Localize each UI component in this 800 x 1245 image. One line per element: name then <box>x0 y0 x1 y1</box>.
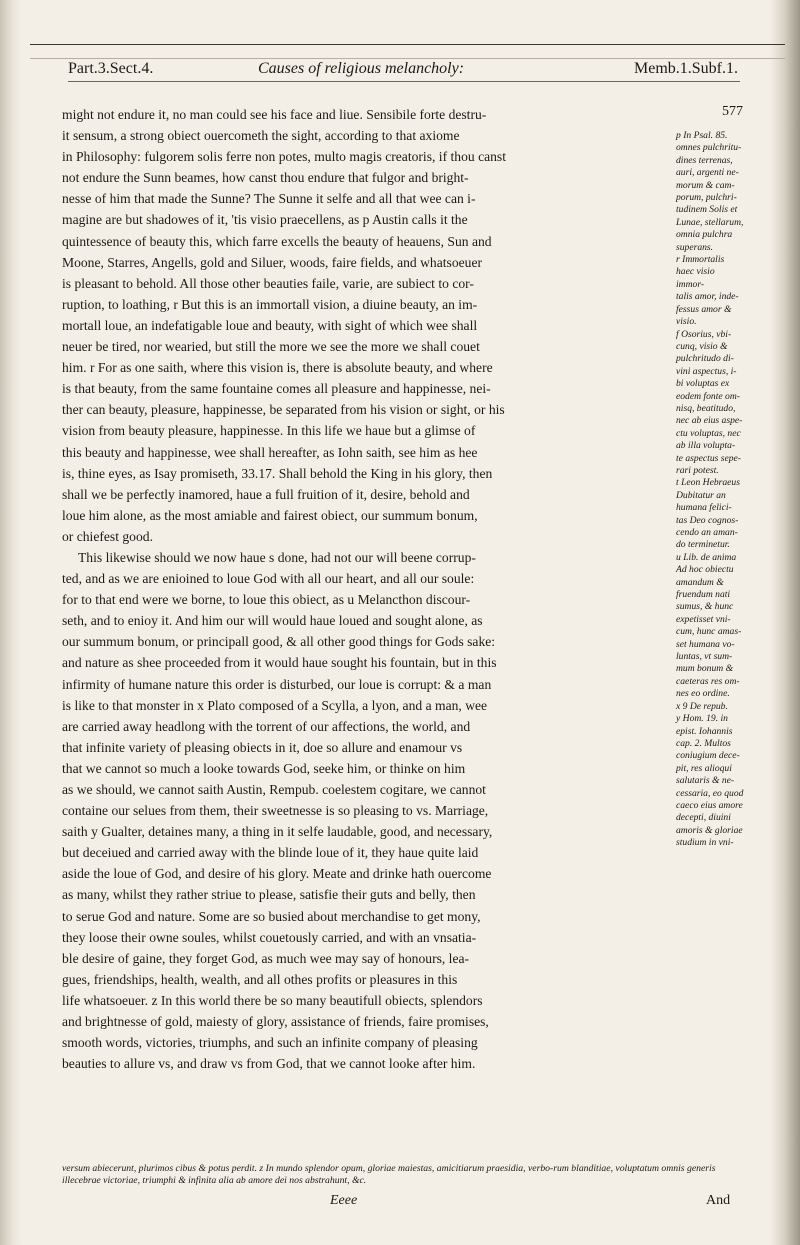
margin-note-line: caeteras res om- <box>676 675 740 687</box>
margin-note-line: r Immortalis <box>676 254 725 266</box>
running-header <box>68 60 738 82</box>
margin-note-line: caeco eius amore <box>676 799 743 811</box>
text-line: as many, whilst they rather striue to please, satisfie their guts and belly, then <box>62 887 476 903</box>
margin-note-line: fessus amor & <box>676 303 732 315</box>
margin-note-line: vini aspectus, i- <box>676 365 737 377</box>
text-line: or chiefest good. <box>62 528 153 544</box>
text-line: This likewise should we now haue s done, had not our will beene corrup- <box>78 549 476 565</box>
margin-note-line: y Hom. 19. in <box>676 713 728 725</box>
margin-note-line: t Leon Hebraeus <box>676 477 740 489</box>
page-edge-shadow <box>770 0 800 1245</box>
margin-note-line: decepti, diuini <box>676 812 731 824</box>
margin-note-line: set humana vo- <box>676 638 735 650</box>
margin-note-line: rari potest. <box>676 464 719 476</box>
text-line: loue him alone, as the most amiable and fairest obiect, our summum bonum, <box>62 507 478 523</box>
text-line: they loose their owne soules, whilst couetously carried, and with an vnsatia- <box>62 929 477 945</box>
top-rule <box>30 44 785 45</box>
margin-note-line: u Lib. de anima <box>676 551 737 563</box>
text-line: for to that end were we borne, to loue this obiect, as u Melancthon discour- <box>62 592 471 608</box>
margin-note-line: cunq, visio & <box>676 340 728 352</box>
text-line: are carried away headlong with the torrent of our affections, the world, and <box>62 718 471 734</box>
margin-note-line: Dubitatur an <box>676 489 726 501</box>
margin-note-line: amandum & <box>676 576 724 588</box>
text-line: seth, and to enioy it. And him our will would haue loued and sought alone, as <box>62 613 483 629</box>
margin-note-line: x 9 De repub. <box>676 700 728 712</box>
margin-note-line: talis amor, inde- <box>676 291 739 303</box>
text-line: Moone, Starres, Angells, gold and Siluer, woods, faire fields, and whatsoeuer <box>62 254 483 270</box>
margin-note-line: haec visio immor- <box>676 266 715 290</box>
text-line: this beauty and happinesse, wee shall hereafter, as Iohn saith, see him as hee <box>62 444 478 460</box>
text-line: it sensum, a strong obiect ouercometh the sight, according to that axiome <box>62 128 460 144</box>
margin-note-line: luntas, vt sum- <box>676 651 733 663</box>
text-line: not endure the Sunn beames, how canst thou endure that fulgor and bright- <box>62 170 469 186</box>
text-line: and brightnesse of gold, maiesty of glory, assistance of friends, faire promises, <box>62 1014 489 1030</box>
margin-note-line: nec ab eius aspe- <box>676 415 743 427</box>
margin-note-line: nes eo ordine. <box>676 688 730 700</box>
margin-note-line: cessaria, eo quod <box>676 787 744 799</box>
margin-note-line: amoris & gloriae <box>676 824 743 836</box>
margin-note-line: f Osorius, vbi- <box>676 328 732 340</box>
margin-note-line: morum & cam- <box>676 179 735 191</box>
text-line: smooth words, victories, triumphs, and such an infinite company of pleasing <box>62 1035 478 1051</box>
text-line: saith y Gualter, detaines many, a thing in it selfe laudable, good, and necessary, <box>62 824 493 840</box>
text-line: shall we be perfectly inamored, haue a full fruition of it, desire, behold and <box>62 486 470 502</box>
margin-note-line: coniugium dece- <box>676 750 740 762</box>
text-line: but deceiued and carried away with the blinde loue of it, they haue quite laid <box>62 845 479 861</box>
margin-note-line: ctu voluptas, nec <box>676 427 741 439</box>
footnote: versum abiecerunt, plurimos cibus & potus perdit. z In mundo splendor opum, gloriae maiestas, amicitiarum praesidia, verbo-rum blanditiae, voluptatum omnis generis illecebrae victoriae, triumphi & infinita alia ab amore dei nos abstrahunt, &c. <box>62 1163 716 1187</box>
margin-note-line: studium in vni- <box>676 837 734 849</box>
text-line: might not endure it, no man could see his face and liue. Sensibile forte destru- <box>62 107 487 122</box>
text-line: in Philosophy: fulgorem solis ferre non potes, multo magis creatoris, if thou canst <box>62 149 506 165</box>
header-member: Memb.1.Subf.1. <box>634 60 738 77</box>
page-number: 577 <box>722 104 743 119</box>
gutter-shadow <box>0 0 22 1245</box>
text-line: ted, and as we are enioined to loue God with all our heart, and all our soule: <box>62 571 475 587</box>
margin-note-line: Ad hoc obiectu <box>676 564 734 576</box>
text-line: ther can beauty, pleasure, happinesse, be separated from his vision or sight, or his <box>62 402 505 418</box>
text-line: aside the loue of God, and desire of his glory. Meate and drinke hath ouercome <box>62 866 492 882</box>
margin-notes <box>676 130 744 850</box>
margin-note-line: nisq, beatitudo, <box>676 402 736 414</box>
margin-note-line: bi voluptas ex <box>676 378 730 390</box>
margin-note-line: p In Psal. 85. <box>676 130 728 141</box>
text-line: ruption, to loathing, r But this is an immortall vision, a diuine beauty, an im- <box>62 296 478 312</box>
margin-note-line: dines terrenas, <box>676 154 733 166</box>
text-line: that infinite variety of pleasing obiects in it, doe so allure and enamour vs <box>62 739 463 755</box>
margin-note-line: tas Deo cognos- <box>676 514 739 526</box>
margin-note-line: cap. 2. Multos <box>676 737 731 749</box>
margin-note-line: omnia pulchra <box>676 229 733 241</box>
margin-note-line: mum bonum & <box>676 663 734 675</box>
text-line: beauties to allure vs, and draw vs from God, that we cannot looke after him. <box>62 1056 476 1072</box>
text-line: and nature as shee proceeded from it would haue sought his fountain, but in this <box>62 655 497 671</box>
margin-note-line: salutaris & ne- <box>676 775 735 787</box>
margin-note-line: cum, hunc amas- <box>676 626 742 638</box>
text-line: to serue God and nature. Some are so busied about merchandise to get mony, <box>62 908 481 924</box>
text-line: magine are but shadowes of it, 'tis visio praecellens, as p Austin calls it the <box>62 212 468 228</box>
text-line: containe our selues from them, their sweetnesse is so pleasing to vs. Marriage, <box>62 803 489 819</box>
margin-note-line: fruendum nati <box>676 589 731 601</box>
text-line: ble desire of gaine, they forget God, as much wee may say of honours, lea- <box>62 950 470 966</box>
text-line: quintessence of beauty this, which farre excells the beauty of heauens, Sun and <box>62 233 492 249</box>
margin-note-line: sumus, & hunc <box>676 601 734 613</box>
margin-note-line: superans. <box>676 241 714 253</box>
text-line: infirmity of humane nature this order is disturbed, our loue is corrupt: & a man <box>62 676 492 692</box>
text-line: is like to that monster in x Plato composed of a Scylla, a lyon, and a man, wee <box>62 697 488 713</box>
text-line: mortall loue, an indefatigable loue and beauty, with sight of which wee shall <box>62 317 478 333</box>
margin-note-line: pit, res alioqui <box>676 762 732 774</box>
margin-note-line: cendo an aman- <box>676 527 738 538</box>
margin-note-line: porum, pulchri- <box>676 192 737 204</box>
text-line: as we should, we cannot saith Austin, Rempub. coelestem cogitare, we cannot <box>62 782 486 797</box>
margin-note-line: Lunae, stellarum, <box>676 216 744 228</box>
text-line: vision from beauty pleasure, happinesse. In this life we haue but a glimse of <box>62 423 476 439</box>
text-line: is, thine eyes, as Isay promiseth, 33.17. Shall behold the King in his glory, then <box>62 465 493 481</box>
margin-note-line: auri, argenti ne- <box>676 167 739 179</box>
margin-note-line: epist. Iohannis <box>676 725 733 737</box>
header-part: Part.3.Sect.4. <box>68 60 154 77</box>
margin-note-line: pulchritudo di- <box>676 353 734 365</box>
header-title: Causes of religious melancholy: <box>258 60 465 77</box>
margin-note-line: ab illa volupta- <box>676 440 736 452</box>
text-line: that we cannot so much a looke towards God, seeke him, or thinke on him <box>62 760 466 776</box>
top-rule-faint <box>30 58 785 59</box>
text-line: nesse of him that made the Sunne? The Sunne it selfe and all that wee can i- <box>62 191 476 207</box>
main-text <box>62 104 672 1074</box>
signature-mark: Eeee <box>330 1193 358 1208</box>
margin-note-line: visio. <box>676 316 697 328</box>
text-line: him. r For as one saith, where this vision is, there is absolute beauty, and where <box>62 360 493 376</box>
text-line: is pleasant to behold. All those other beauties faile, varie, are subiect to cor- <box>62 275 474 291</box>
margin-note-line: expetisset vni- <box>676 613 731 625</box>
text-line: is that beauty, from the same fountaine comes all pleasure and happinesse, nei- <box>62 381 491 397</box>
margin-note-line: eodem fonte om- <box>676 390 740 402</box>
text-line: neuer be tired, nor wearied, but still the more we see the more we shall couet <box>62 339 480 355</box>
margin-note-line: do terminetur. <box>676 539 730 551</box>
catchword: And <box>706 1193 731 1208</box>
text-line: life whatsoeuer. z In this world there be so many beautifull obiects, splendors <box>62 992 483 1008</box>
margin-note-line: omnes pulchritu- <box>676 142 742 154</box>
text-line: our summum bonum, or principall good, & all other good things for Gods sake: <box>62 634 496 650</box>
text-line: gues, friendships, health, wealth, and all othes profits or pleasures in this <box>62 971 458 987</box>
header-rule <box>68 81 740 82</box>
margin-note-line: tudinem Solis et <box>676 204 738 216</box>
margin-note-line: te aspectus sepe- <box>676 452 742 464</box>
margin-note-line: humana felici- <box>676 502 732 514</box>
